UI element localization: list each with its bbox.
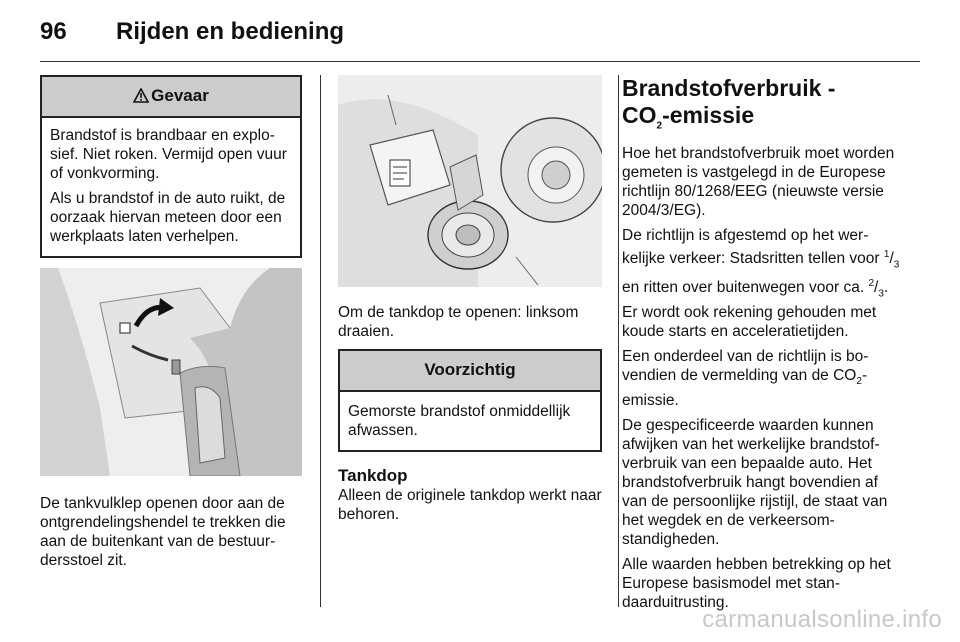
- column-divider: [320, 75, 321, 607]
- consumption-paragraph-1: Hoe het brandstofverbruik moet worden gemeten is vastgelegd in de Europese richtlijn 80/1268/EEG (nieuwste versie 2004/3/EG).: [622, 144, 895, 219]
- page-header: [40, 14, 920, 54]
- p2-part-b: en ritten over buitenwegen voor ca.: [622, 279, 869, 296]
- p2-part-c: . Er wordt ook rekening gehouden met koude starts en acceleratietijden.: [622, 279, 889, 341]
- fraction-1-den: 3: [893, 258, 900, 270]
- consumption-paragraph-5: Alle waarden hebben betrekking op het Europese basismodel met standaarduitrusting.: [622, 556, 891, 612]
- column-divider-right: [618, 75, 619, 607]
- fuel-cap-drawing: [338, 75, 602, 287]
- consumption-heading: [622, 75, 904, 140]
- heading-line-1: Brandstofverbruik -: [622, 75, 836, 101]
- consumption-paragraph-2: De richtlijn is afgestemd op het werkelijke verkeer: Stadsritten tellen voor $^1/_3$ en ritten over buitenwegen voor ca. $^2/_3$. Er wordt ook rekening gehouden met koude starts en acceleratietijden.: [622, 226, 900, 341]
- watermark: carmanualsonline.info: [702, 606, 942, 633]
- fraction-1-num: 1: [883, 248, 890, 260]
- tankdop-text: Alleen de originele tankdop werkt naar behoren.: [338, 487, 602, 523]
- fuel-cap-illustration: [338, 75, 602, 287]
- fraction-2-num: 2: [868, 277, 874, 289]
- release-lever-illustration: [40, 268, 302, 476]
- danger-box: [40, 75, 302, 258]
- p3-part-b: -emissie.: [622, 367, 868, 410]
- heading-end: -emissie: [662, 102, 755, 128]
- danger-paragraph-1: Brandstof is brandbaar en explosief. Niet roken. Vermijd open vuur of vonkvorming.: [50, 127, 287, 182]
- page-title: Rijden en bediening: [116, 18, 345, 45]
- release-lever-drawing: [40, 268, 302, 476]
- section-title-tankdop: Tankdop: [338, 466, 408, 485]
- column-left: [40, 75, 302, 576]
- consumption-paragraph-3: [622, 347, 904, 410]
- page-number: 96: [40, 18, 67, 45]
- consumption-paragraph-4: De gespecificeerde waarden kunnen afwijken van het werkelijke brandstofverbruik van een bepaalde auto. Het brandstofverbruik hangt bovendien af van de persoonlijke rijstijl, de staat van het wegdek en de verkeersomstandigheden.: [622, 417, 888, 549]
- p3-part-a: Een onderdeel van de richtlijn is bovendien de vermelding van de CO: [622, 348, 869, 385]
- column-right: [622, 75, 904, 618]
- danger-heading-text: Gevaar: [151, 86, 209, 105]
- p2-part-a: De richtlijn is afgestemd op het werkelijke verkeer: Stadsritten tellen voor: [622, 226, 884, 267]
- caution-text: Gemorste brandstof onmiddellijk afwassen.: [348, 403, 571, 439]
- danger-paragraph-2: Als u brandstof in de auto ruikt, de oorzaak hiervan meteen door een werkplaats laten verhelpen.: [50, 190, 286, 245]
- heading-sub: 2: [656, 120, 663, 132]
- p3-sub: 2: [856, 376, 862, 388]
- warning-triangle-icon: [133, 88, 149, 103]
- column-middle: [338, 75, 602, 530]
- danger-box-heading: [42, 77, 300, 118]
- caution-box: [338, 349, 602, 452]
- fuel-cap-caption: Om de tankdop te openen: linksom draaien.: [338, 304, 579, 340]
- heading-co: CO: [622, 102, 657, 128]
- lever-instruction-text: De tankvulklep openen door aan de ontgrendelingshendel te trekken die aan de buitenkant van de bestuurdersstoel zit.: [40, 495, 286, 569]
- caution-box-heading: Voorzichtig: [340, 351, 600, 392]
- danger-box-body: [42, 118, 300, 256]
- header-rule: [40, 61, 920, 62]
- fraction-2-den: 3: [878, 288, 884, 300]
- caution-box-body: [340, 392, 600, 450]
